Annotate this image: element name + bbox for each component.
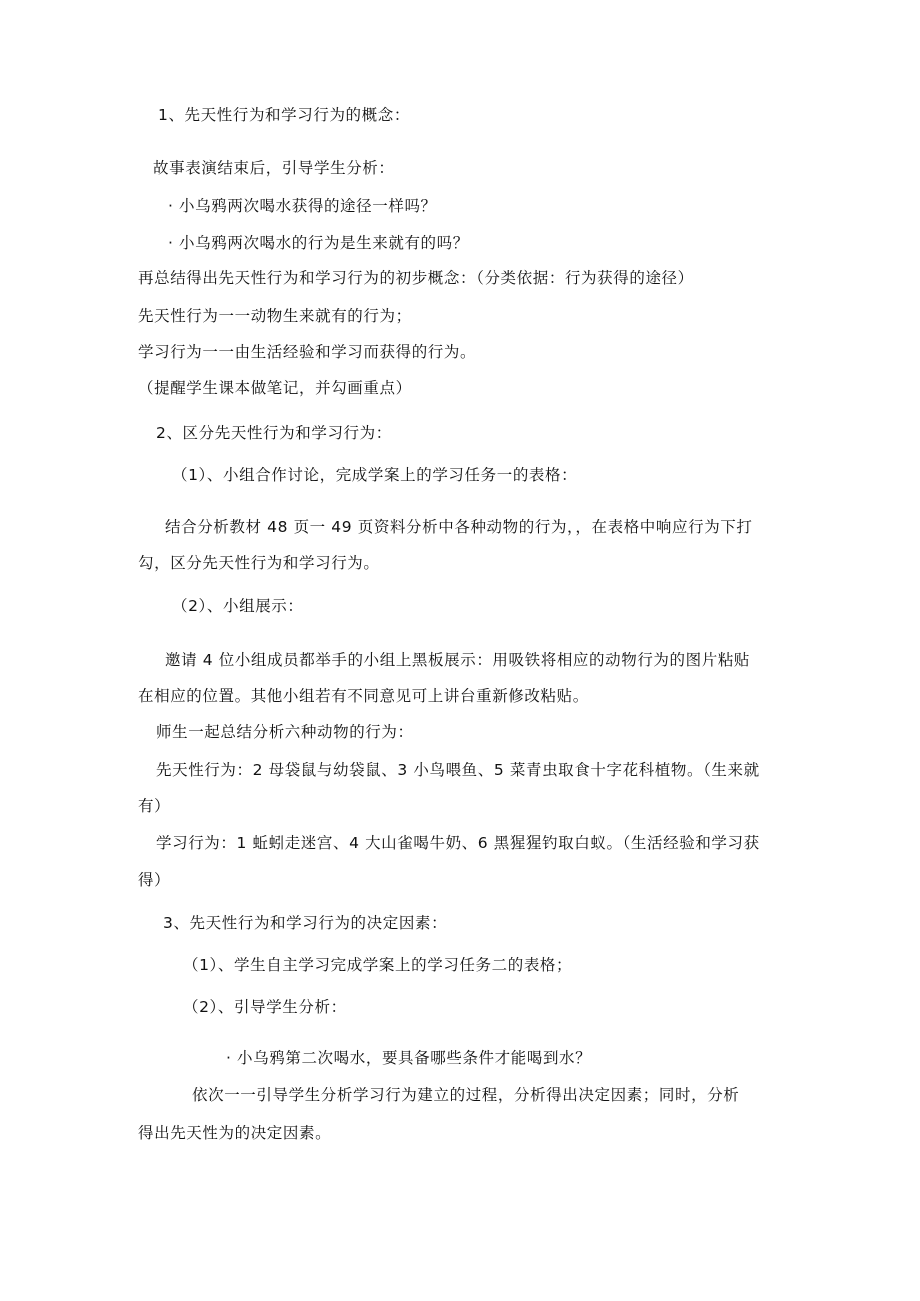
paragraph-line: 师生一起总结分析六种动物的行为： xyxy=(156,723,414,741)
bullet-question: · 小乌鸦两次喝水获得的途径一样吗？ xyxy=(168,197,437,215)
paragraph-line: 勾，区分先天性行为和学习行为。 xyxy=(138,554,380,572)
paragraph-line: 有） xyxy=(138,797,171,815)
subsection-heading: （1）、学生自主学习完成学案上的学习任务二的表格； xyxy=(183,956,573,974)
section-1-heading: 1、先天性行为和学习行为的概念： xyxy=(158,106,410,124)
paragraph-line: 学习行为：1 蚯蚓走迷宫、4 大山雀喝牛奶、6 黑猩猩钓取白蚁。（生活经验和学习获 xyxy=(156,834,760,852)
subsection-heading: （2）、引导学生分析： xyxy=(183,998,347,1016)
paragraph-line: 再总结得出先天性行为和学习行为的初步概念：（分类依据：行为获得的途径） xyxy=(138,269,694,287)
paragraph-line: 结合分析教材 48 页一 49 页资料分析中各种动物的行为，，在表格中响应行为下打 xyxy=(165,518,753,536)
definition-innate: 先天性行为一一动物生来就有的行为； xyxy=(138,307,412,325)
paragraph-line: 邀请 4 位小组成员都举手的小组上黑板展示：用吸铁将相应的动物行为的图片粘贴 xyxy=(165,651,751,669)
paragraph-line: 故事表演结束后，引导学生分析： xyxy=(153,159,395,177)
subsection-heading: （2）、小组展示： xyxy=(172,597,304,615)
paragraph-line: 得） xyxy=(138,871,171,889)
paragraph-line: 依次一一引导学生分析学习行为建立的过程，分析得出决定因素；同时，分析 xyxy=(192,1086,740,1104)
subsection-heading: （1）、小组合作讨论，完成学案上的学习任务一的表格： xyxy=(172,466,578,484)
bullet-question: · 小乌鸦两次喝水的行为是生来就有的吗？ xyxy=(168,234,469,252)
paragraph-line: 先天性行为：2 母袋鼠与幼袋鼠、3 小鸟喂鱼、5 菜青虫取食十字花科植物。（生来就 xyxy=(156,761,760,779)
paragraph-line: 在相应的位置。其他小组若有不同意见可上讲台重新修改粘贴。 xyxy=(138,687,589,705)
bullet-question: · 小乌鸦第二次喝水，要具备哪些条件才能喝到水？ xyxy=(226,1049,592,1067)
definition-learned: 学习行为一一由生活经验和学习而获得的行为。 xyxy=(138,343,477,361)
paragraph-line: 得出先天性为的决定因素。 xyxy=(138,1124,332,1142)
section-3-heading: 3、先天性行为和学习行为的决定因素： xyxy=(163,914,448,932)
paragraph-line: （提醒学生课本做笔记，并勾画重点） xyxy=(138,379,412,397)
section-2-heading: 2、区分先天性行为和学习行为： xyxy=(156,424,392,442)
